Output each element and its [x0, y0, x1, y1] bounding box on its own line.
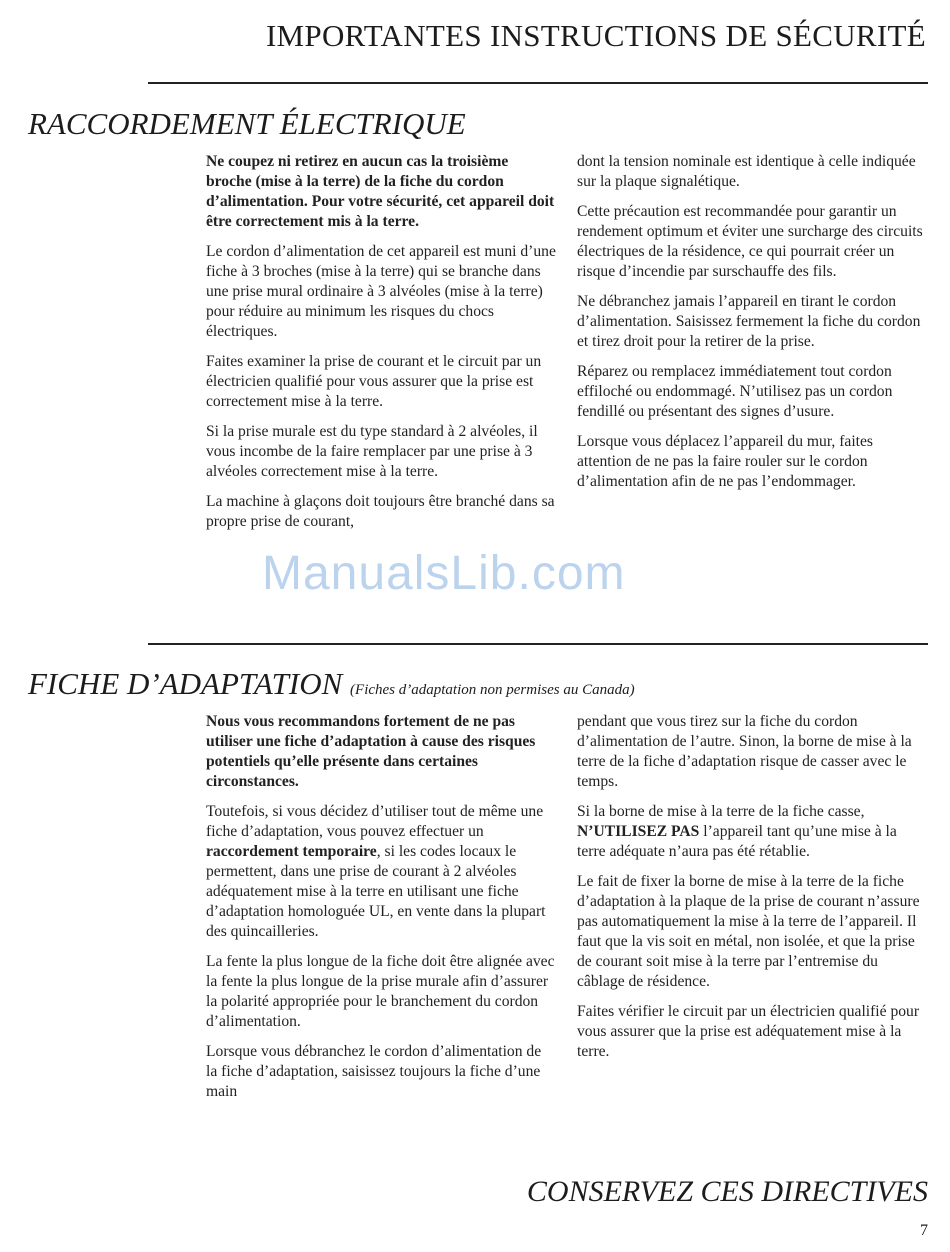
- paragraph: [206, 802, 556, 942]
- paragraph: Réparez ou remplacez immédiatement tout cordon effiloché ou endommagé. N’utilisez pas un cordon fendillé ou présentant des signes d’usure.: [577, 363, 893, 420]
- section2-left-column: [206, 712, 556, 1112]
- bold-warning: Ne coupez ni retirez en aucun cas la troisième broche (mise à la terre) de la fiche du cordon d’alimentation. Pour votre sécurité, cet appareil doit être correctement mis à la terre.: [206, 153, 555, 230]
- section1-right-column: [577, 152, 927, 502]
- paragraph: [577, 802, 927, 862]
- section-divider: [148, 643, 928, 645]
- text-run: l’appareil tant qu’une mise à la terre adéquate n’aura pas été rétablie.: [577, 823, 897, 860]
- bold-warning: Nous vous recommandons fortement de ne pas utiliser une fiche d’adaptation à cause des risques potentiels qu’elle présente dans certaines circonstances.: [206, 713, 536, 790]
- page-number: 7: [920, 1222, 928, 1239]
- section-divider: [148, 82, 928, 84]
- section-heading-electrical: [28, 106, 466, 142]
- paragraph: dont la tension nominale est identique à celle indiquée sur la plaque signalétique.: [577, 153, 916, 190]
- paragraph: pendant que vous tirez sur la fiche du cordon d’alimentation de l’autre. Sinon, la borne de mise à la terre de la fiche d’adaptation risque de casser avec le temps.: [577, 713, 912, 790]
- paragraph: Cette précaution est recommandée pour garantir un rendement optimum et éviter une surcharge des circuits électriques de la résidence, ce qui pourrait créer un risque d’incendie par surschauffe des fils.: [577, 203, 923, 280]
- section-subheading: (Fiches d’adaptation non permises au Canada): [350, 682, 635, 698]
- section2-right-column: [577, 712, 927, 1072]
- page-header-title: IMPORTANTES INSTRUCTIONS DE SÉCURITÉ: [265, 18, 926, 53]
- paragraph: Le cordon d’alimentation de cet appareil est muni d’une fiche à 3 broches (mise à la terre) qui se branche dans une prise mural ordinaire à 3 alvéoles (mise à la terre) pour réduire au minimum les risques du chocs électriques.: [206, 243, 556, 340]
- section-heading-text: RACCORDEMENT ÉLECTRIQUE: [28, 106, 466, 141]
- closing-directive: CONSERVEZ CES DIRECTIVES: [526, 1175, 928, 1208]
- bold-term: N’UTILISEZ PAS: [577, 823, 700, 840]
- bold-term: raccordement temporaire: [206, 843, 377, 860]
- paragraph: Faites vérifier le circuit par un électricien qualifié pour vous assurer que la prise est adéquatement mise à la terre.: [577, 1003, 920, 1060]
- paragraph: [206, 152, 556, 232]
- paragraph: Lorsque vous déplacez l’appareil du mur, faites attention de ne pas la faire rouler sur le cordon d’alimentation afin de ne pas l’endommager.: [577, 433, 873, 490]
- section-heading-adapter: [28, 666, 635, 702]
- paragraph: Lorsque vous débranchez le cordon d’alimentation de la fiche d’adaptation, saisissez toujours la fiche d’une main: [206, 1043, 542, 1100]
- text-run: , si les codes locaux le permettent, dans une prise de courant à 2 alvéoles adéquatement mise à la terre en utilisant une fiche d’adaptation homologuée UL, en vente dans la plupart des quincailleries.: [206, 843, 546, 940]
- paragraph: Faites examiner la prise de courant et le circuit par un électricien qualifié pour vous assurer que la prise est correctement mise à la terre.: [206, 353, 542, 410]
- paragraph: Ne débranchez jamais l’appareil en tirant le cordon d’alimentation. Saisissez fermement la fiche du cordon et tirez droit pour la retirer de la prise.: [577, 293, 921, 350]
- paragraph: Si la prise murale est du type standard à 2 alvéoles, il vous incombe de la faire remplacer par une prise à 3 alvéoles correctement mise à la terre.: [206, 423, 538, 480]
- paragraph: Le fait de fixer la borne de mise à la terre de la fiche d’adaptation à la plaque de la prise de courant n’assure pas automatiquement la mise à la terre de l’appareil. Il faut que la vis soit en métal, non isolée, et que la prise de courant soit mise à la terre par l’entremise du câblage de résidence.: [577, 873, 920, 990]
- text-run: Si la borne de mise à la terre de la fiche casse,: [577, 803, 865, 820]
- section1-left-column: [206, 152, 556, 542]
- watermark: ManualsLib.com: [262, 547, 626, 600]
- paragraph: [206, 712, 556, 792]
- section-heading-text: FICHE D’ADAPTATION: [28, 666, 343, 701]
- paragraph: La fente la plus longue de la fiche doit être alignée avec la fente la plus longue de la prise murale afin d’assurer la polarité appropriée pour le branchement du cordon d’alimentation.: [206, 953, 555, 1030]
- paragraph: La machine à glaçons doit toujours être branché dans sa propre prise de courant,: [206, 493, 555, 530]
- text-run: Toutefois, si vous décidez d’utiliser tout de même une fiche d’adaptation, vous pouvez effectuer un: [206, 803, 544, 840]
